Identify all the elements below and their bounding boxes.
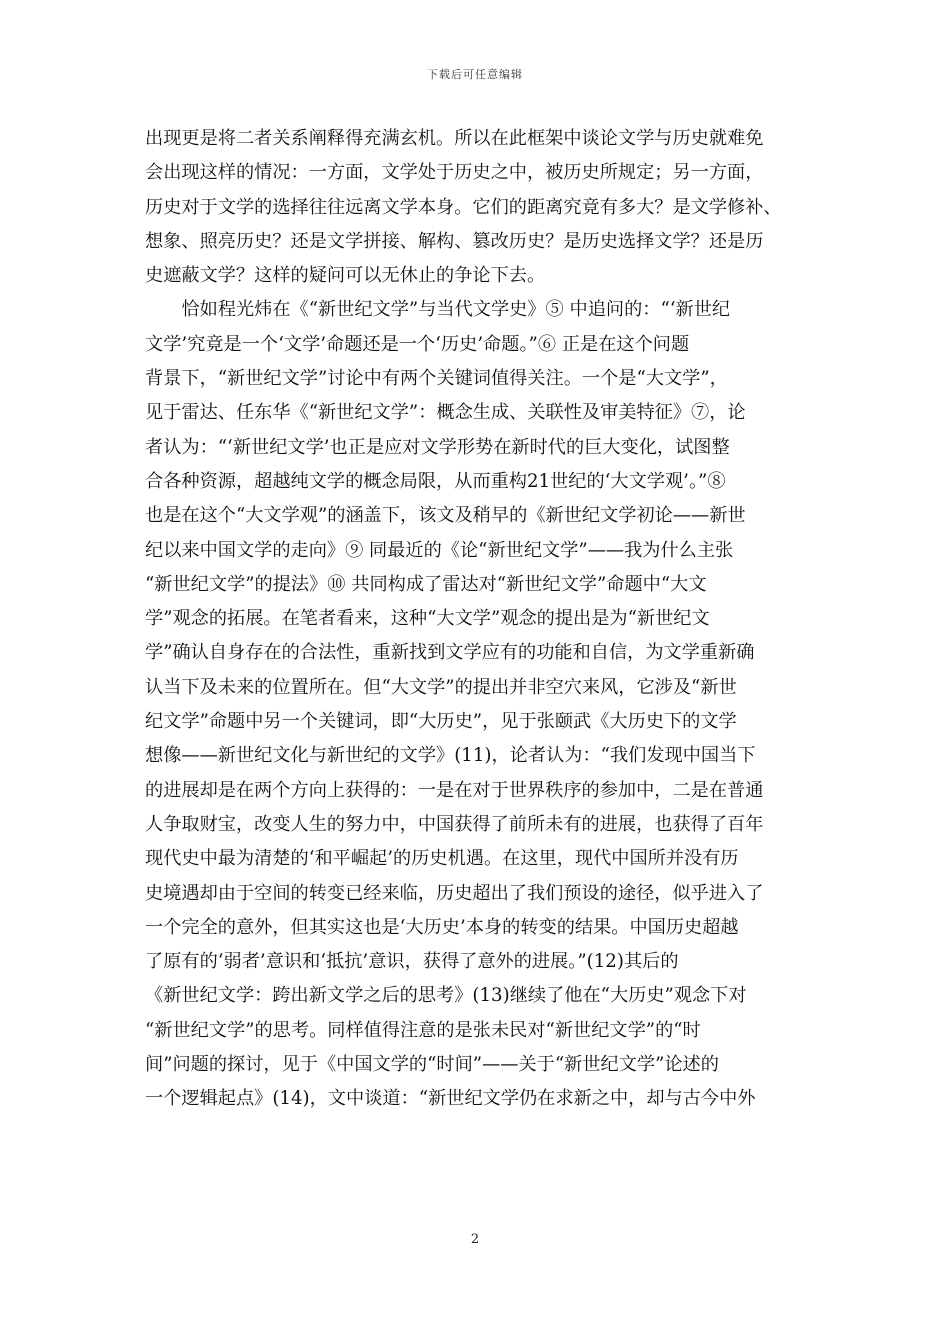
text-line: 历史对于文学的选择往往远离文学本身。它们的距离究竟有多大？是文学修补、: [145, 196, 782, 218]
text-line: 恰如程光炜在《“新世纪文学”与当代文学史》⑤ 中追问的：“‘新世纪: [145, 299, 731, 321]
text-line: 会出现这样的情况：一方面，文学处于历史之中，被历史所规定；另一方面，: [145, 162, 764, 184]
text-line: 纪文学”命题中另一个关键词，即“大历史”，见于张颐武《大历史下的文学: [145, 711, 737, 733]
text-line: “新世纪文学”的思考。同样值得注意的是张未民对“新世纪文学”的“时: [145, 1019, 701, 1041]
text-line: 学”观念的拓展。在笔者看来，这种“大文学”观念的提出是为“新世纪文: [145, 608, 710, 630]
text-line: 一个逻辑起点》(14)，文中谈道：“新世纪文学仍在求新之中，却与古今中外: [145, 1088, 756, 1110]
page-header: 下载后可任意编辑: [427, 68, 523, 81]
text-line: 文学’究竟是一个‘文学’命题还是一个‘历史’命题。”⑥ 正是在这个问题: [145, 333, 690, 355]
text-line: 也是在这个“大文学观”的涵盖下，该文及稍早的《新世纪文学初论——新世: [145, 505, 746, 527]
text-line: 认当下及未来的位置所在。但“大文学”的提出并非空穴来风，它涉及“新世: [145, 676, 737, 698]
text-line: 史境遇却由于空间的转变已经来临，历史超出了我们预设的途径，似乎进入了: [145, 882, 764, 904]
text-line: 人争取财宝，改变人生的努力中，中国获得了前所未有的进展，也获得了百年: [145, 813, 764, 835]
text-line: 《新世纪文学：跨出新文学之后的思考》(13)继续了他在“大历史”观念下对: [145, 985, 747, 1007]
paragraph-2: [145, 293, 805, 1116]
document-body: [145, 122, 805, 1117]
text-line: 现代史中最为清楚的‘和平崛起’的历史机遇。在这里，现代中国所并没有历: [145, 848, 739, 870]
paragraph-1: [145, 122, 805, 293]
text-line: 想象、照亮历史？还是文学拼接、解构、篡改历史？是历史选择文学？还是历: [145, 230, 764, 252]
text-line: 了原有的‘弱者’意识和‘抵抗’意识，获得了意外的进展。”(12)其后的: [145, 951, 679, 973]
text-line: “新世纪文学”的提法》⑩ 共同构成了雷达对“新世纪文学”命题中“大文: [145, 573, 707, 595]
text-line: 的进展却是在两个方向上获得的：一是在对于世界秩序的参加中，二是在普通: [145, 779, 764, 801]
text-line: 学”确认自身存在的合法性，重新找到文学应有的功能和自信，为文学重新确: [145, 642, 755, 664]
text-line: 史遮蔽文学？这样的疑问可以无休止的争论下去。: [145, 265, 546, 287]
text-line: 纪以来中国文学的走向》⑨ 同最近的《论“新世纪文学”——我为什么主张: [145, 539, 734, 561]
text-line: 背景下，“新世纪文学”讨论中有两个关键词值得关注。一个是“大文学”，: [145, 368, 728, 390]
text-line: 想像——新世纪文化与新世纪的文学》(11)，论者认为：“我们发现中国当下: [145, 745, 756, 767]
text-line: 出现更是将二者关系阐释得充满玄机。所以在此框架中谈论文学与历史就难免: [145, 128, 764, 149]
page-number: 2: [470, 1232, 480, 1247]
text-line: 合各种资源，超越纯文学的概念局限，从而重构21世纪的‘大文学观’。”⑧: [145, 470, 726, 492]
text-line: 间”问题的探讨，见于《中国文学的“时间”——关于“新世纪文学”论述的: [145, 1054, 719, 1076]
text-line: 者认为：“‘新世纪文学’也正是应对文学形势在新时代的巨大变化，试图整: [145, 436, 730, 458]
text-line: 一个完全的意外，但其实这也是‘大历史’本身的转变的结果。中国历史超越: [145, 916, 739, 938]
text-line: 见于雷达、任东华《“新世纪文学”：概念生成、关联性及审美特征》⑦，论: [145, 402, 746, 424]
